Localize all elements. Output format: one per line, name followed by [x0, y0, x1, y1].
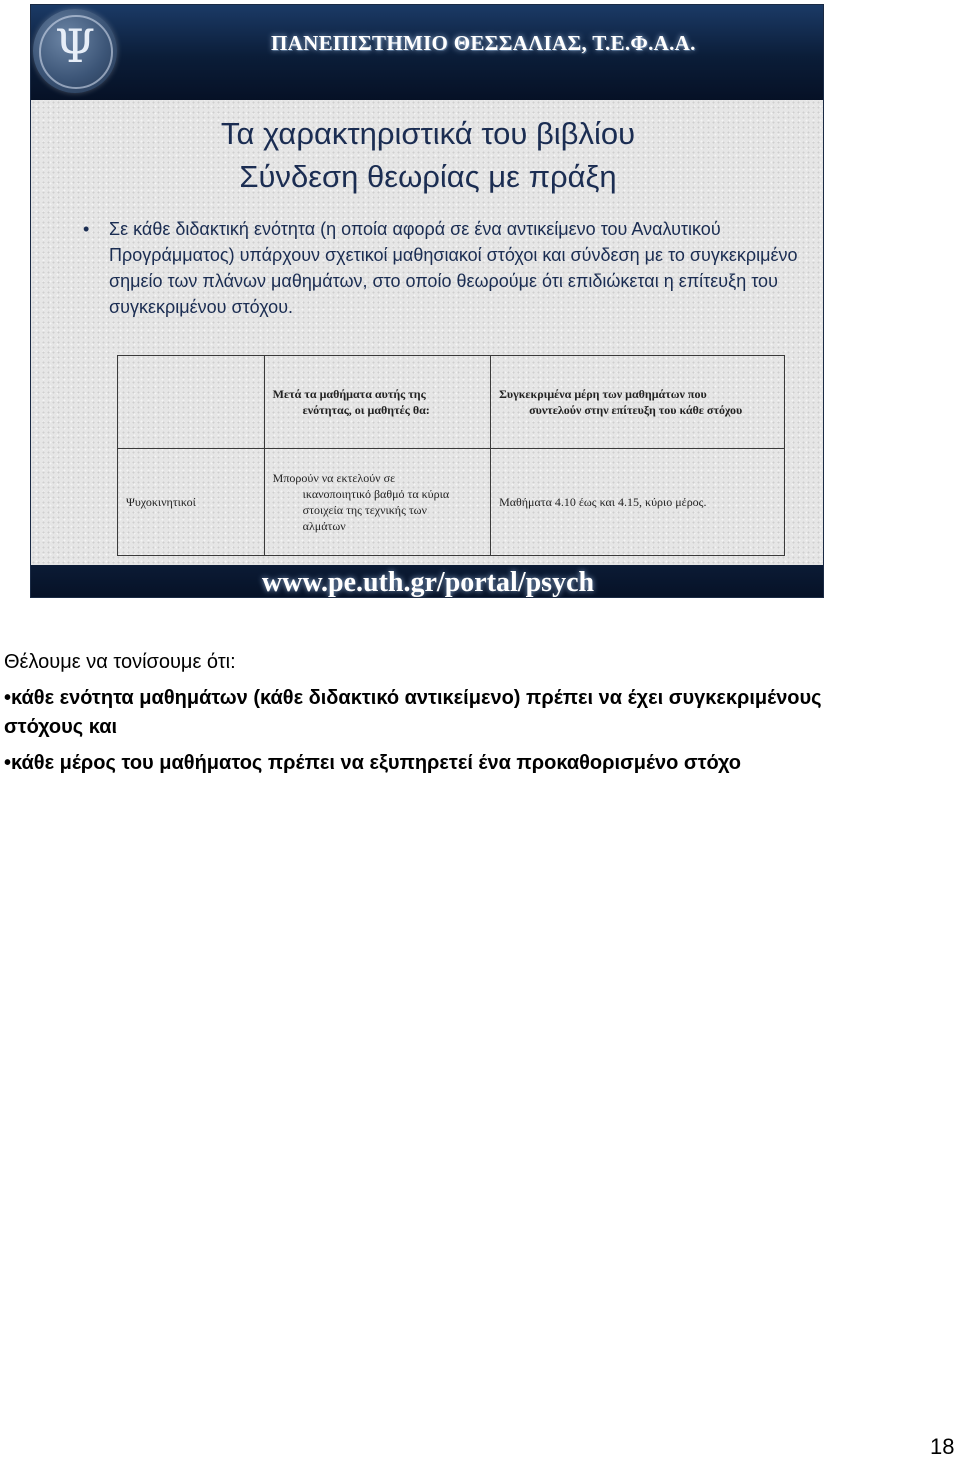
- table-cell-lessons: Μαθήματα 4.10 έως και 4.15, κύριο μέρος.: [491, 449, 785, 556]
- slide-body: [31, 100, 824, 565]
- footer-url: www.pe.uth.gr/portal/psych: [261, 567, 595, 598]
- note-intro: Θέλουμε να τονίσουμε ότι:: [4, 651, 236, 673]
- slide-title: [31, 112, 824, 198]
- table-header-row: [118, 356, 785, 449]
- key-points: [4, 684, 884, 785]
- table-cell-goal: Μπορούν να εκτελούν σε ικανοποιητικό βαθμό τα κύρια στοιχεία της τεχνικής των αλμάτων: [264, 449, 490, 556]
- slide-title-line2: Σύνδεση θεωρίας με πράξη: [239, 159, 617, 194]
- slide-title-line1: Τα χαρακτηριστικά του βιβλίου: [220, 116, 636, 151]
- table-header-lessons: Συγκεκριμένα μέρη των μαθημάτων που συντελούν στην επίτευξη του κάθε στόχου: [491, 356, 785, 449]
- university-title: ΠΑΝΕΠΙΣΤΗΜΙΟ ΘΕΣΣΑΛΙΑΣ, Τ.Ε.Φ.Α.Α.: [271, 31, 696, 55]
- slide-footer: [31, 565, 824, 598]
- list-item: •κάθε μέρος του μαθήματος πρέπει να εξυπηρετεί ένα προκαθορισμένο στόχο: [4, 752, 742, 774]
- slide-bullet: [83, 216, 799, 320]
- table-header-goals: Μετά τα μαθήματα αυτής της ενότητας, οι μαθητές θα:: [264, 356, 490, 449]
- list-item: •κάθε ενότητα μαθημάτων (κάθε διδακτικό αντικείμενο) πρέπει να έχει συγκεκριμένους στόχους και: [4, 687, 822, 738]
- page-number: 18: [930, 1434, 955, 1459]
- slide-header: [31, 5, 824, 100]
- bullet-dot-icon: •: [83, 219, 90, 239]
- table-header-empty: [118, 356, 265, 449]
- slide-bullet-text: Σε κάθε διδακτική ενότητα (η οποία αφορά σε ένα αντικείμενο του Αναλυτικού Προγράμματος) υπάρχουν σχετικοί μαθησιακοί στόχοι και σύνδεση με το συγκεκριμένο σημείο των πλάνων μαθημάτων, στο οποίο θεωρούμε ότι επιδιώκεται η επίτευξη του συγκεκριμένου στόχου.: [109, 219, 798, 317]
- objectives-table: [117, 355, 785, 556]
- table-row: [118, 449, 785, 556]
- table-cell-category: Ψυχοκινητικοί: [118, 449, 265, 556]
- slide-image: [30, 4, 824, 598]
- psi-seal-icon: Ψ: [33, 9, 117, 93]
